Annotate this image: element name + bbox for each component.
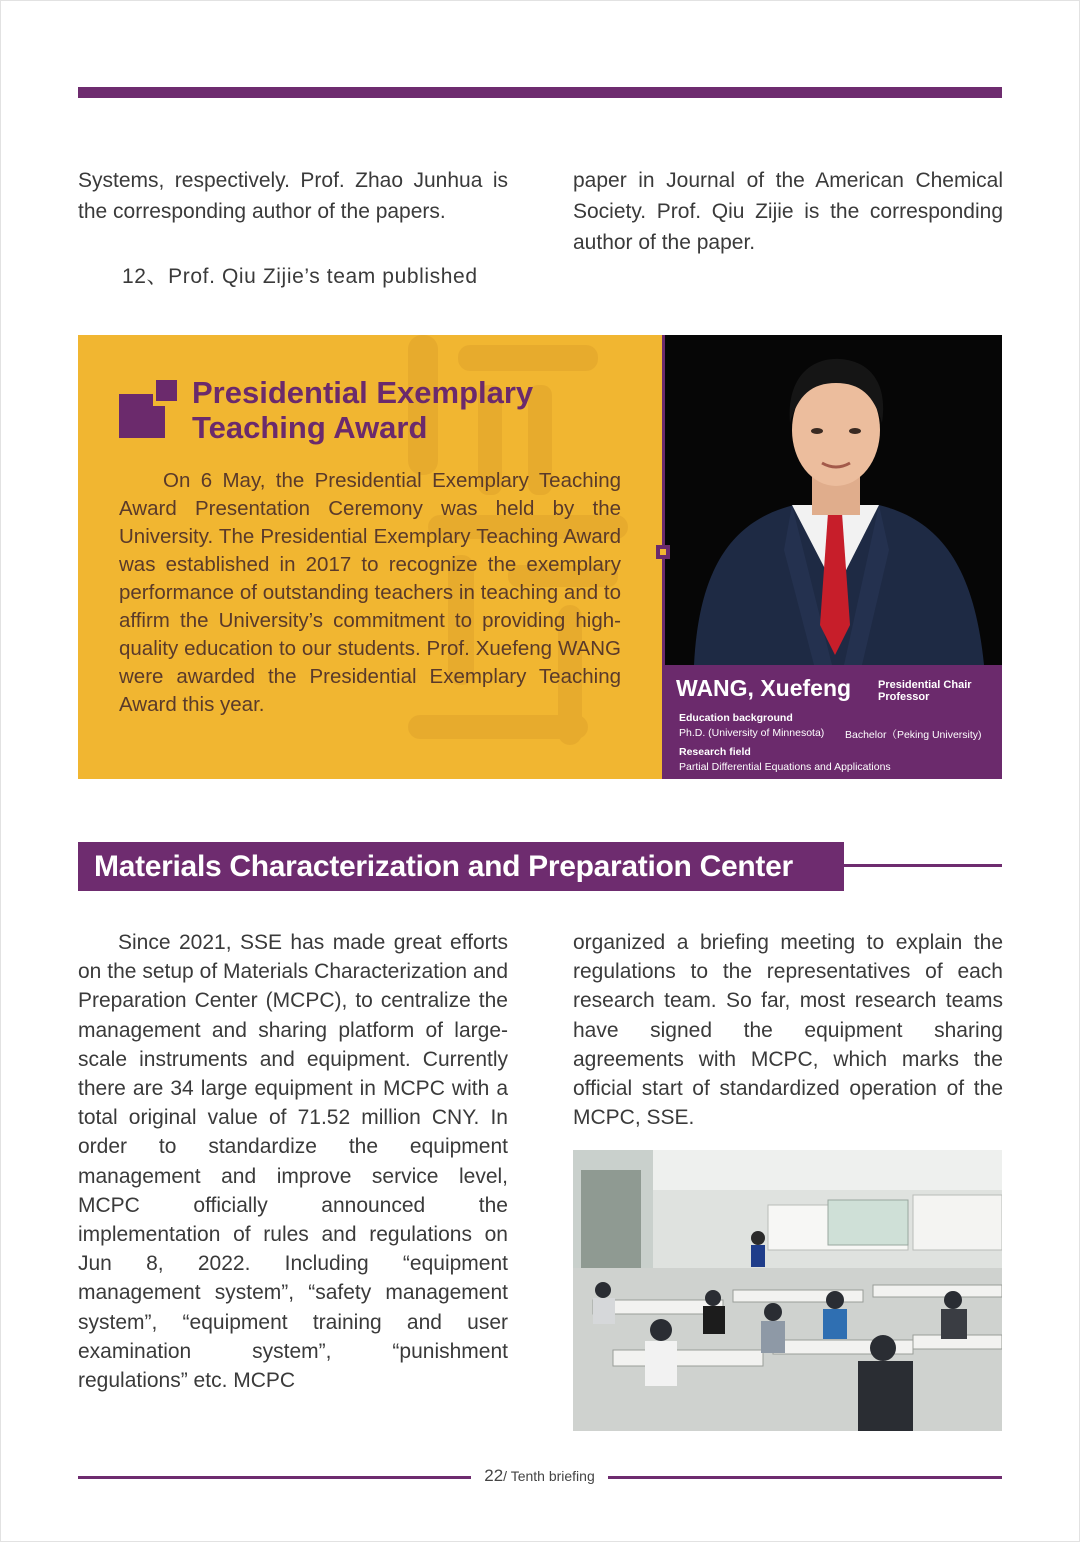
professor-info-panel	[664, 665, 1002, 779]
education-bachelor: Bachelor（Peking University)	[845, 729, 982, 741]
footer-rule-right	[608, 1476, 1002, 1479]
education-label: Education background	[679, 712, 793, 724]
continued-paragraph: Systems, respectively. Prof. Zhao Junhua is the corresponding author of the papers.	[78, 169, 508, 223]
mcpc-paragraph-continued: organized a briefing meeting to explain the regulations to the representatives of each research team. So far, most research teams have signed the equipment sharing agreements with MCPC, which marks the official start of standardized operation of the MCPC, SSE.	[573, 931, 1003, 1130]
section-header	[78, 842, 844, 891]
top-left-column	[78, 165, 508, 292]
section-title: Materials Characterization and Preparation Center	[94, 850, 793, 883]
footer-label: Tenth briefing	[510, 1468, 595, 1484]
mcpc-paragraph: Since 2021, SSE has made great efforts on the setup of Materials Characterization and Preparation Center (MCPC), to centralize the management and sharing platform of large-scale instruments and equipment. Currently there are 34 large equipment in MCPC with a total original value of 71.52 million CNY. In order to standardize the equipment management and improve service level, MCPC officially announced the implementation of rules and regulations on Jun 8, 2022. Including “equipment management system”, “safety management system”, “equipment training and user examination system”, “punishment regulations” etc. MCPC	[78, 931, 508, 1393]
research-label: Research field	[679, 746, 751, 758]
professor-role: Presidential Chair Professor	[878, 679, 972, 703]
mcpc-left-column	[78, 928, 508, 1395]
top-right-column	[573, 165, 1003, 258]
professor-portrait	[664, 335, 1002, 665]
page-footer	[471, 1466, 608, 1486]
award-banner	[78, 335, 1002, 779]
classroom-illustration	[573, 1150, 1002, 1431]
research-value: Partial Differential Equations and Applications	[679, 761, 891, 773]
footer-separator: /	[503, 1468, 508, 1484]
award-title: Presidential Exemplary Teaching Award	[192, 375, 534, 445]
professor-name: WANG, Xuefeng	[676, 675, 852, 701]
footer-rule-left	[78, 1476, 471, 1479]
continued-paragraph-right: paper in Journal of the American Chemical Society. Prof. Qiu Zijie is the corresponding author of the paper.	[573, 169, 1003, 254]
page-number: 22	[484, 1466, 504, 1485]
award-text-panel	[78, 335, 664, 779]
mcpc-right-column	[573, 928, 1003, 1132]
banner-marker-icon	[656, 545, 670, 559]
section-header-rule	[844, 864, 1002, 867]
portrait-illustration	[664, 335, 1002, 665]
education-phd: Ph.D. (University of Minnesota)	[679, 727, 825, 739]
briefing-meeting-photo	[573, 1150, 1002, 1431]
square-logo-icon	[119, 380, 177, 438]
header-rule	[78, 87, 1002, 98]
award-description: On 6 May, the Presidential Exemplary Teaching Award Presentation Ceremony was held by the University. The Presidential Exemplary Teaching Award was established in 2017 to recognize the exemplary performance of outstanding teachers in teaching and to affirm the University’s commitment to providing high-quality education to our students. Prof. Xuefeng WANG were awarded the Presidential Exemplary Teaching Award this year.	[119, 469, 621, 716]
item-12-paragraph: 12、Prof. Qiu Zijie’s team published	[122, 265, 478, 288]
